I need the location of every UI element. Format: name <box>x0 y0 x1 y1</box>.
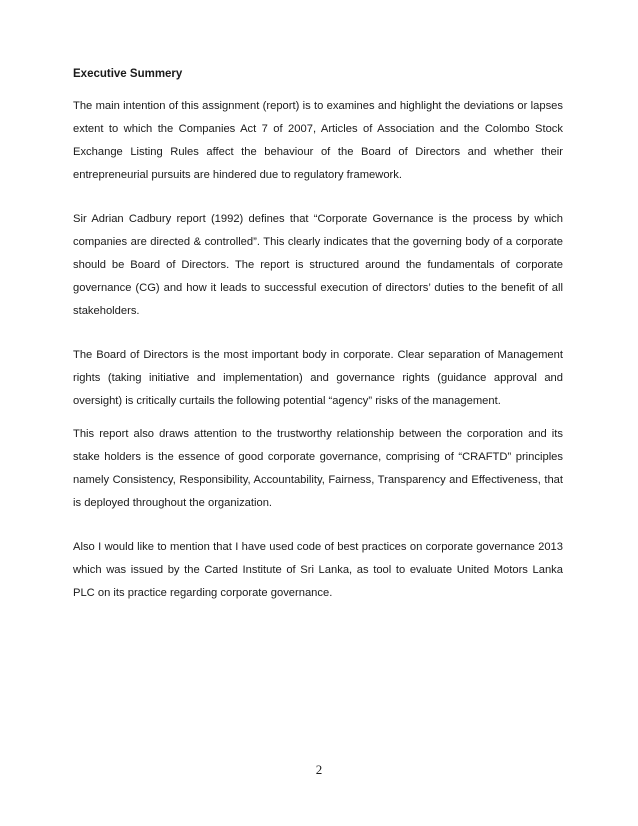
section-heading: Executive Summery <box>73 68 183 80</box>
paragraph-best-practices: Also I would like to mention that I have used code of best practices on corporate governance 2013 which was issued by the Carted Institute of Sri Lanka, as tool to evaluate United Motors Lanka PLC on its practice regarding corporate governance. <box>73 541 563 599</box>
page-content <box>73 66 563 605</box>
paragraph-cadbury-definition: Sir Adrian Cadbury report (1992) defines that “Corporate Governance is the process by which companies are directed & controlled”. This clearly indicates that the governing body of a corporate should be Board of Directors. The report is structured around the fundamentals of corporate governance (CG) and how it leads to successful execution of directors’ duties to the benefit of all stakeholders. <box>73 213 563 317</box>
paragraph-board-of-directors: The Board of Directors is the most important body in corporate. Clear separation of Management rights (taking initiative and implementation) and governance rights (guidance approval and oversight) is critically curtails the following potential “agency” risks of the management. <box>73 349 563 407</box>
paragraph-stakeholders: This report also draws attention to the trustworthy relationship between the corporation and its stake holders is the essence of good corporate governance, comprising of “CRAFTD” principles namely Consistency, Responsibility, Accountability, Fairness, Transparency and Effectiveness, that is deployed throughout the organization. <box>73 428 563 509</box>
page-number: 2 <box>315 762 323 777</box>
paragraph-intention: The main intention of this assignment (report) is to examines and highlight the deviations or lapses extent to which the Companies Act 7 of 2007, Articles of Association and the Colombo Stock Exchange Listing Rules affect the behaviour of the Board of Directors and whether their entrepreneurial pursuits are hindered due to regulatory framework. <box>73 100 563 181</box>
